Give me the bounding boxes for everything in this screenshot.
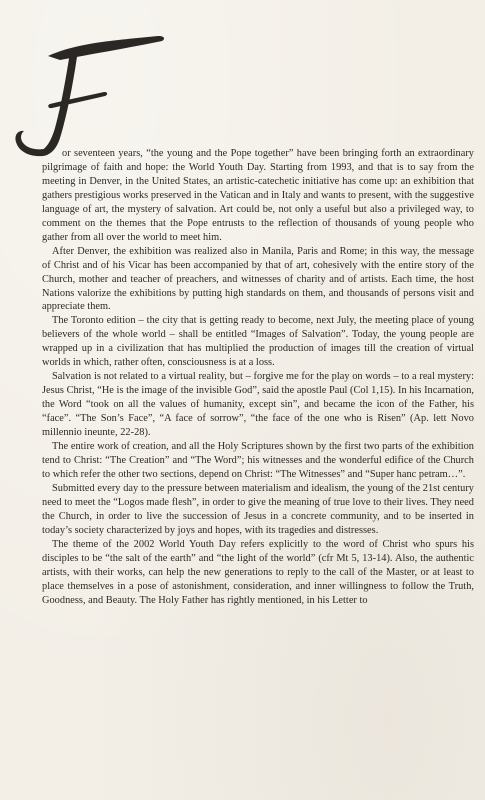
- dropcap-calligraphy-icon: [8, 16, 168, 166]
- paragraph-6: Submitted every day to the pressure between materialism and idealism, the young of the 21st century need to meet the “Logos made flesh”, in order to give the meaning of true love to their lives. They need the Church, in order to live the succession of Jesus in a concrete community, and to be inserted in today’s society characterized by joys and hopes, with its tragedies and distresses.: [42, 482, 474, 536]
- body-text: [42, 147, 474, 607]
- paragraph-2: After Denver, the exhibition was realized also in Manila, Paris and Rome; in this way, the message of Christ and of his Vicar has been accompanied by that of art, cohesively with the entire story of the Church, mother and teacher of preachers, and witnesses of charity and of artists. Each time, the host Nations valorize the exhibitions by putting high standards on them, and thousands of persons visit and appreciate them.: [42, 245, 474, 313]
- dropcap-top-stroke: [48, 36, 164, 60]
- paragraph-5: The entire work of creation, and all the Holy Scriptures shown by the first two parts of the exhibition tend to Christ: “The Creation” and “The Word”; his witnesses and the wonderful edifice of the Church to which refer the other two sections, depend on Christ: “The Witnesses” and “Super hanc petram…”.: [42, 441, 474, 480]
- dropcap-letter-f: [8, 16, 168, 166]
- dropcap-mid-stroke: [48, 92, 107, 108]
- paragraph-1: or seventeen years, “the young and the Pope together” have been bringing forth an extraordinary pilgrimage of faith and hope: the World Youth Day. Starting from 1993, and that is to say from the meeting in Denver, in the United States, an artistic-catechetic initiative has come up: an exhibition that gathers prestigious works preserved in the Vatican and in Italy and wants to present, with the suggestive language of art, the mystery of salvation. Art could be, not only a useful but also a privileged way, to comment on the themes that the Pope entrusts to the reflection of thousands of young people who gather from all over the world to meet him.: [42, 148, 474, 243]
- dropcap-curl-stroke: [15, 131, 44, 156]
- paragraph-3: The Toronto edition – the city that is getting ready to become, next July, the meeting place of young believers of the whole world – shall be entitled “Images of Salvation”. Today, the young people are wrapped up in a civilization that has multiplied the production of images till the creation of virtual worlds in which, rather often, consciousness is at a loss.: [42, 315, 474, 369]
- paragraph-7: The theme of the 2002 World Youth Day refers explicitly to the word of Christ who spurs his disciples to be “the salt of the earth” and “the light of the world” (cfr Mt 5, 13-14). Also, the authentic artists, with their works, can help the new generations to reply to the call of the Master, or at least to place themselves in a pose of astonishment, consideration, and inner willingness to follow the Truth, Goodness, and Beauty. The Holy Father has rightly mentioned, in his Letter to: [42, 538, 474, 606]
- paragraph-4: Salvation is not related to a virtual reality, but – forgive me for the play on words – to a real mystery: Jesus Christ, “He is the image of the invisible God”, said the apostle Paul (Col 1,15). In his Incarnation, the Word “took on all the values of humanity, except sin”, and became the icon of the Father, his “face”. “The Son’s Face”, “A face of sorrow”, “the face of the one who is Risen” (Ap. lett Novo millennio ineunte, 22-28).: [42, 371, 474, 439]
